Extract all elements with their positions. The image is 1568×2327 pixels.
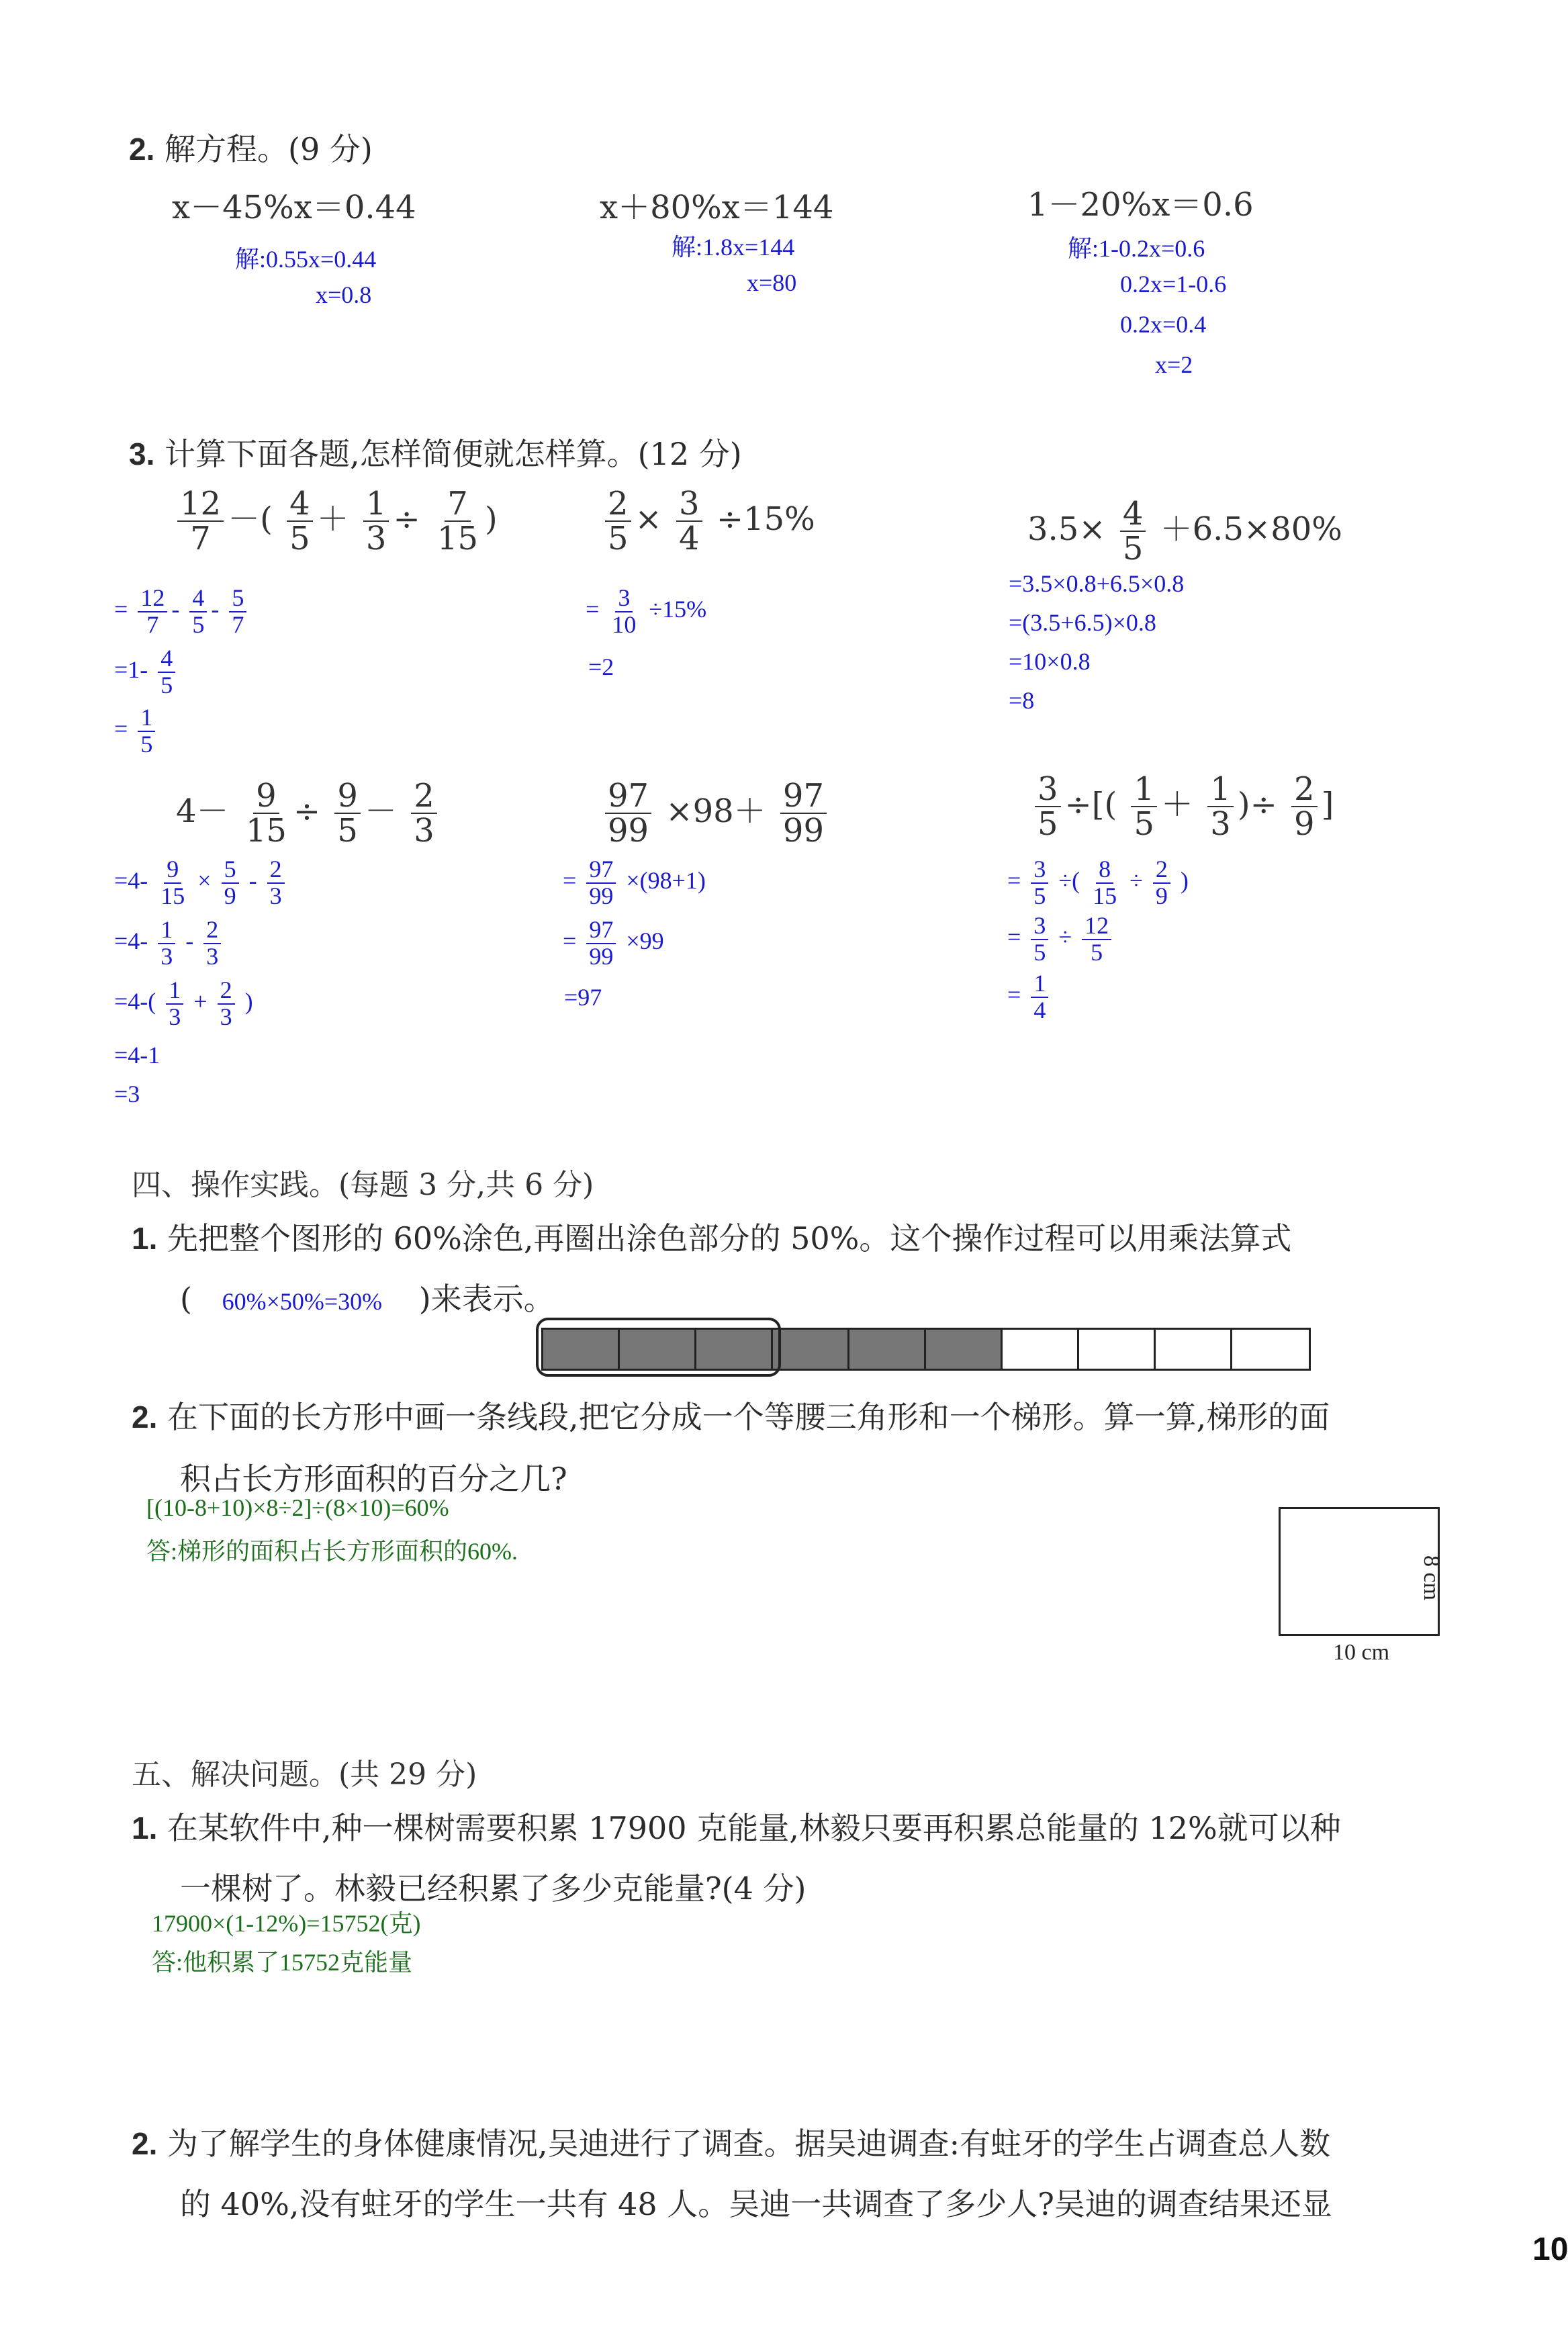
p4-step-4: =4-1 bbox=[114, 1042, 160, 1068]
equations-heading bbox=[129, 125, 373, 169]
calc-heading bbox=[129, 430, 742, 474]
question-number: 1. bbox=[132, 1811, 158, 1845]
q2-work: [(10-8+10)×8÷2]÷(8×10)=60% bbox=[146, 1494, 449, 1521]
section-four-heading: 四、操作实践。(每题 3 分,共 6 分) bbox=[132, 1168, 594, 1202]
p2-step-2: =2 bbox=[588, 653, 614, 680]
s5-q1-answer: 答:他积累了15752克能量 bbox=[152, 1949, 413, 1976]
p6-step-1: = $\frac{3}{5}$ ÷( $\frac{8}{15}$ ÷ $\frac{2}{9}$ ) bbox=[1007, 856, 1189, 909]
q1-handwritten-answer: 60%×50%=30% bbox=[222, 1288, 383, 1315]
p1-step-1: = $\frac{12}{7}$ - $\frac{4}{5}$ - $\frac{5}{7}$ bbox=[114, 586, 250, 638]
question-number: 2. bbox=[129, 132, 155, 167]
eq2-step-2: x=80 bbox=[747, 269, 797, 296]
eq2-step-1: 解:1.8x=144 bbox=[672, 234, 795, 261]
eq1-step-1: 解:0.55x=0.44 bbox=[235, 246, 377, 273]
calc-problem-3: 3.5× $\frac{4}{5}$ ＋6.5×80% bbox=[1027, 495, 1342, 568]
question-text: 在下面的长方形中画一条线段,把它分成一个等腰三角形和一个梯形。算一算,梯形的面 bbox=[167, 1399, 1330, 1435]
calc-problem-6: $\frac{3}{5}$ ÷[( $\frac{1}{5}$ ＋ $\frac{1}{3}$ )÷ $\frac{2}{9}$ ] bbox=[1031, 772, 1334, 841]
section-four-q2-line1 bbox=[132, 1393, 1330, 1437]
p6-step-2: = $\frac{3}{5}$ ÷ $\frac{12}{5}$ bbox=[1007, 913, 1115, 966]
calc-problem-1: $\frac{12}{7}$ －( $\frac{4}{5}$ ＋ $\frac{1}{3}$ ÷ $\frac{7}{15}$ ) bbox=[173, 487, 498, 556]
section-five-q2-line1 bbox=[132, 2119, 1330, 2164]
section-four-q2-line2: 积占长方形面积的百分之几? bbox=[180, 1461, 567, 1497]
question-text: 先把整个图形的 60%涂色,再圈出涂色部分的 50%。这个操作过程可以用乘法算式 bbox=[167, 1220, 1292, 1257]
page-number: 10 bbox=[1532, 2232, 1568, 2267]
bar-cell-shaded bbox=[773, 1330, 849, 1369]
question-number: 2. bbox=[132, 1400, 158, 1434]
question-number: 1. bbox=[132, 1221, 158, 1256]
calc-problem-2: $\frac{2}{5}$ × $\frac{3}{4}$ ÷15% bbox=[601, 487, 815, 556]
s5-q1-work: 17900×(1-12%)=15752(克) bbox=[152, 1910, 421, 1937]
bar-cell-empty bbox=[1156, 1330, 1232, 1369]
section-five-q2-line2: 的 40%,没有蛀牙的学生一共有 48 人。吴迪一共调查了多少人?吴迪的调查结果还显 bbox=[180, 2186, 1332, 2222]
bar-cell-shaded bbox=[926, 1330, 1003, 1369]
eq3-step-2: 0.2x=1-0.6 bbox=[1120, 271, 1227, 298]
eq3-step-4: x=2 bbox=[1155, 351, 1193, 378]
rectangle-figure bbox=[1279, 1507, 1440, 1636]
equation-1: x－45%x＝0.44 bbox=[172, 189, 416, 226]
calc-problem-4: 4－ $\frac{9}{15}$ ÷ $\frac{9}{5}$ － $\frac{2}{3}$ bbox=[176, 779, 441, 848]
section-five-heading: 五、解决问题。(共 29 分) bbox=[132, 1758, 477, 1792]
equation-3: 1－20%x＝0.6 bbox=[1027, 186, 1254, 224]
p3-step-2: =(3.5+6.5)×0.8 bbox=[1009, 609, 1156, 636]
p4-step-1: =4- $\frac{9}{15}$ × $\frac{5}{9}$ - $\frac{2}{3}$ bbox=[114, 857, 289, 909]
p4-step-2: =4- $\frac{1}{3}$ - $\frac{2}{3}$ bbox=[114, 917, 225, 970]
p5-step-1: = $\frac{97}{99}$ ×(98+1) bbox=[563, 856, 706, 909]
eq1-step-2: x=0.8 bbox=[316, 281, 372, 308]
p5-step-3: =97 bbox=[564, 984, 602, 1011]
p3-step-4: =8 bbox=[1009, 687, 1035, 714]
p4-step-5: =3 bbox=[114, 1081, 140, 1107]
p1-step-2: =1- $\frac{4}{5}$ bbox=[114, 646, 179, 698]
p1-step-3: = $\frac{1}{5}$ bbox=[114, 705, 159, 758]
question-title: 计算下面各题,怎样简便就怎样算。(12 分) bbox=[165, 436, 742, 472]
question-number: 2. bbox=[132, 2126, 158, 2161]
eq3-step-3: 0.2x=0.4 bbox=[1120, 311, 1207, 338]
section-four-q1-line1 bbox=[132, 1214, 1291, 1259]
p3-step-3: =10×0.8 bbox=[1009, 648, 1091, 675]
rect-height-label: 8 cm bbox=[1419, 1555, 1444, 1601]
q2-answer: 答:梯形的面积占长方形面积的60%. bbox=[146, 1538, 518, 1565]
rect-width-label: 10 cm bbox=[1333, 1640, 1390, 1665]
bar-cell-shaded bbox=[849, 1330, 926, 1369]
p6-step-3: = $\frac{1}{4}$ bbox=[1007, 971, 1052, 1023]
p5-step-2: = $\frac{97}{99}$ ×99 bbox=[563, 916, 664, 970]
bar-cell-empty bbox=[1232, 1330, 1309, 1369]
bar-cell-empty bbox=[1003, 1330, 1079, 1369]
p2-step-1: = $\frac{3}{10}$ ÷15% bbox=[586, 584, 707, 638]
question-text: 在某软件中,种一棵树需要积累 17900 克能量,林毅只要再积累总能量的 12%就可以种 bbox=[167, 1810, 1341, 1846]
question-text: 为了解学生的身体健康情况,吴迪进行了调查。据吴迪调查:有蛀牙的学生占调查总人数 bbox=[167, 2126, 1331, 2162]
question-number: 3. bbox=[129, 437, 155, 471]
section-four-q1-line2: ( 60%×50%=30% )来表示。 bbox=[180, 1281, 555, 1317]
section-five-q1-line2: 一棵树了。林毅已经积累了多少克能量?(4 分) bbox=[180, 1870, 806, 1907]
p4-step-3: =4-( $\frac{1}{3}$ + $\frac{2}{3}$ ) bbox=[114, 976, 253, 1030]
circled-region bbox=[536, 1318, 781, 1377]
eq3-step-1: 解:1-0.2x=0.6 bbox=[1068, 235, 1205, 262]
section-five-q1-line1 bbox=[132, 1804, 1341, 1848]
bar-cell-empty bbox=[1079, 1330, 1156, 1369]
equation-2: x＋80%x＝144 bbox=[600, 189, 834, 226]
question-title: 解方程。(9 分) bbox=[165, 131, 373, 167]
p3-step-1: =3.5×0.8+6.5×0.8 bbox=[1009, 570, 1185, 597]
calc-problem-5: $\frac{97}{99}$ ×98＋ $\frac{97}{99}$ bbox=[601, 779, 831, 848]
